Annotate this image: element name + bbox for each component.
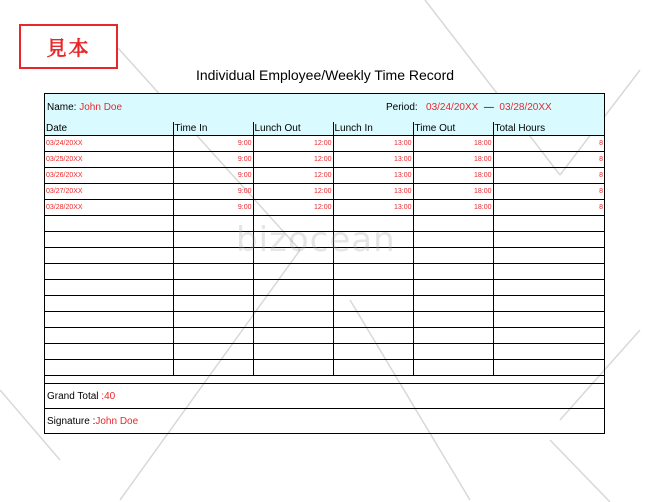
table-row-empty bbox=[45, 328, 604, 344]
table-row-empty bbox=[45, 248, 604, 264]
cell-time-in: 9:00 bbox=[173, 136, 253, 152]
column-header-date: Date bbox=[45, 122, 173, 136]
column-header-total-hours: Total Hours bbox=[493, 122, 604, 136]
cell-empty bbox=[413, 344, 493, 360]
cell-empty bbox=[253, 264, 333, 280]
cell-lunch-in: 13:00 bbox=[333, 136, 413, 152]
sample-stamp: 見本 bbox=[19, 24, 118, 69]
table-header-row bbox=[45, 122, 604, 136]
signature-label: Signature : bbox=[47, 416, 96, 427]
cell-lunch-in: 13:00 bbox=[333, 168, 413, 184]
column-header-lunch-out: Lunch Out bbox=[253, 122, 333, 136]
employee-header bbox=[45, 94, 604, 123]
cell-empty bbox=[413, 264, 493, 280]
cell-total-hours: 8 bbox=[493, 152, 604, 168]
cell-empty bbox=[333, 232, 413, 248]
document-title: Individual Employee/Weekly Time Record bbox=[195, 67, 455, 83]
cell-time-in: 9:00 bbox=[173, 168, 253, 184]
table-row-empty bbox=[45, 280, 604, 296]
cell-time-out: 18:00 bbox=[413, 152, 493, 168]
cell-date: 03/25/20XX bbox=[45, 152, 173, 168]
cell-empty bbox=[333, 296, 413, 312]
cell-empty bbox=[413, 248, 493, 264]
cell-empty bbox=[333, 216, 413, 232]
cell-empty bbox=[333, 264, 413, 280]
cell-empty bbox=[253, 328, 333, 344]
grand-total-label: Grand Total bbox=[47, 391, 99, 402]
table-row-empty bbox=[45, 264, 604, 280]
period-range: Period: 03/24/20XX — 03/28/20XX bbox=[386, 102, 552, 113]
cell-empty bbox=[253, 232, 333, 248]
cell-empty bbox=[253, 216, 333, 232]
cell-empty bbox=[333, 248, 413, 264]
table-row bbox=[45, 168, 604, 184]
cell-empty bbox=[173, 248, 253, 264]
cell-empty bbox=[333, 328, 413, 344]
cell-empty bbox=[45, 312, 173, 328]
cell-time-out: 18:00 bbox=[413, 136, 493, 152]
cell-empty bbox=[413, 232, 493, 248]
cell-empty bbox=[45, 216, 173, 232]
cell-empty bbox=[45, 328, 173, 344]
cell-empty bbox=[333, 360, 413, 376]
cell-empty bbox=[173, 264, 253, 280]
period-end: 03/28/20XX bbox=[499, 102, 552, 113]
table-row-empty bbox=[45, 344, 604, 360]
cell-empty bbox=[253, 248, 333, 264]
grand-total bbox=[45, 383, 604, 408]
cell-total-hours: 8 bbox=[493, 184, 604, 200]
cell-lunch-out: 12:00 bbox=[253, 152, 333, 168]
cell-empty bbox=[493, 360, 604, 376]
cell-time-in: 9:00 bbox=[173, 152, 253, 168]
cell-empty bbox=[45, 344, 173, 360]
cell-empty bbox=[413, 280, 493, 296]
cell-lunch-out: 12:00 bbox=[253, 168, 333, 184]
cell-date: 03/26/20XX bbox=[45, 168, 173, 184]
cell-empty bbox=[45, 360, 173, 376]
cell-empty bbox=[413, 360, 493, 376]
cell-empty bbox=[45, 232, 173, 248]
cell-empty bbox=[173, 344, 253, 360]
cell-empty bbox=[253, 344, 333, 360]
cell-empty bbox=[413, 312, 493, 328]
table-row-empty bbox=[45, 360, 604, 376]
column-header-time-out: Time Out bbox=[413, 122, 493, 136]
watermark-logo: bizocean bbox=[236, 220, 396, 260]
cell-time-in: 9:00 bbox=[173, 200, 253, 216]
cell-lunch-out: 12:00 bbox=[253, 136, 333, 152]
cell-date: 03/27/20XX bbox=[45, 184, 173, 200]
time-record-sheet bbox=[44, 93, 605, 434]
cell-empty bbox=[413, 216, 493, 232]
cell-total-hours: 8 bbox=[493, 136, 604, 152]
cell-empty bbox=[493, 248, 604, 264]
signature bbox=[45, 408, 604, 433]
cell-empty bbox=[333, 280, 413, 296]
cell-empty bbox=[173, 216, 253, 232]
cell-empty bbox=[413, 328, 493, 344]
period-separator: — bbox=[483, 102, 494, 113]
grand-total-value: :40 bbox=[101, 391, 116, 402]
cell-lunch-in: 13:00 bbox=[333, 184, 413, 200]
table-row bbox=[45, 152, 604, 168]
table-row bbox=[45, 184, 604, 200]
cell-empty bbox=[493, 264, 604, 280]
cell-lunch-out: 12:00 bbox=[253, 200, 333, 216]
cell-time-out: 18:00 bbox=[413, 168, 493, 184]
cell-date: 03/24/20XX bbox=[45, 136, 173, 152]
time-table bbox=[45, 122, 604, 376]
cell-empty bbox=[493, 232, 604, 248]
table-row-empty bbox=[45, 216, 604, 232]
cell-empty bbox=[493, 344, 604, 360]
employee-name: Name: John Doe bbox=[47, 102, 123, 113]
column-header-lunch-in: Lunch In bbox=[333, 122, 413, 136]
cell-empty bbox=[253, 296, 333, 312]
cell-empty bbox=[45, 264, 173, 280]
cell-empty bbox=[45, 248, 173, 264]
cell-empty bbox=[253, 312, 333, 328]
cell-empty bbox=[173, 328, 253, 344]
signature-value: John Doe bbox=[95, 416, 139, 427]
table-row-empty bbox=[45, 296, 604, 312]
cell-time-in: 9:00 bbox=[173, 184, 253, 200]
cell-empty bbox=[413, 296, 493, 312]
cell-empty bbox=[333, 344, 413, 360]
cell-empty bbox=[253, 360, 333, 376]
cell-empty bbox=[333, 312, 413, 328]
cell-lunch-in: 13:00 bbox=[333, 152, 413, 168]
cell-lunch-out: 12:00 bbox=[253, 184, 333, 200]
table-row-empty bbox=[45, 232, 604, 248]
cell-lunch-in: 13:00 bbox=[333, 200, 413, 216]
period-start: 03/24/20XX bbox=[426, 102, 479, 113]
cell-empty bbox=[493, 328, 604, 344]
cell-time-out: 18:00 bbox=[413, 184, 493, 200]
cell-empty bbox=[253, 280, 333, 296]
cell-empty bbox=[45, 280, 173, 296]
cell-empty bbox=[173, 232, 253, 248]
employee-name-value: John Doe bbox=[79, 102, 123, 113]
cell-empty bbox=[493, 280, 604, 296]
cell-empty bbox=[173, 360, 253, 376]
cell-total-hours: 8 bbox=[493, 200, 604, 216]
cell-empty bbox=[493, 312, 604, 328]
table-row bbox=[45, 200, 604, 216]
cell-empty bbox=[493, 296, 604, 312]
cell-empty bbox=[493, 216, 604, 232]
table-row bbox=[45, 136, 604, 152]
cell-empty bbox=[173, 296, 253, 312]
cell-total-hours: 8 bbox=[493, 168, 604, 184]
cell-empty bbox=[173, 312, 253, 328]
cell-empty bbox=[173, 280, 253, 296]
column-header-time-in: Time In bbox=[173, 122, 253, 136]
cell-empty bbox=[45, 296, 173, 312]
cell-date: 03/28/20XX bbox=[45, 200, 173, 216]
table-row-empty bbox=[45, 312, 604, 328]
cell-time-out: 18:00 bbox=[413, 200, 493, 216]
